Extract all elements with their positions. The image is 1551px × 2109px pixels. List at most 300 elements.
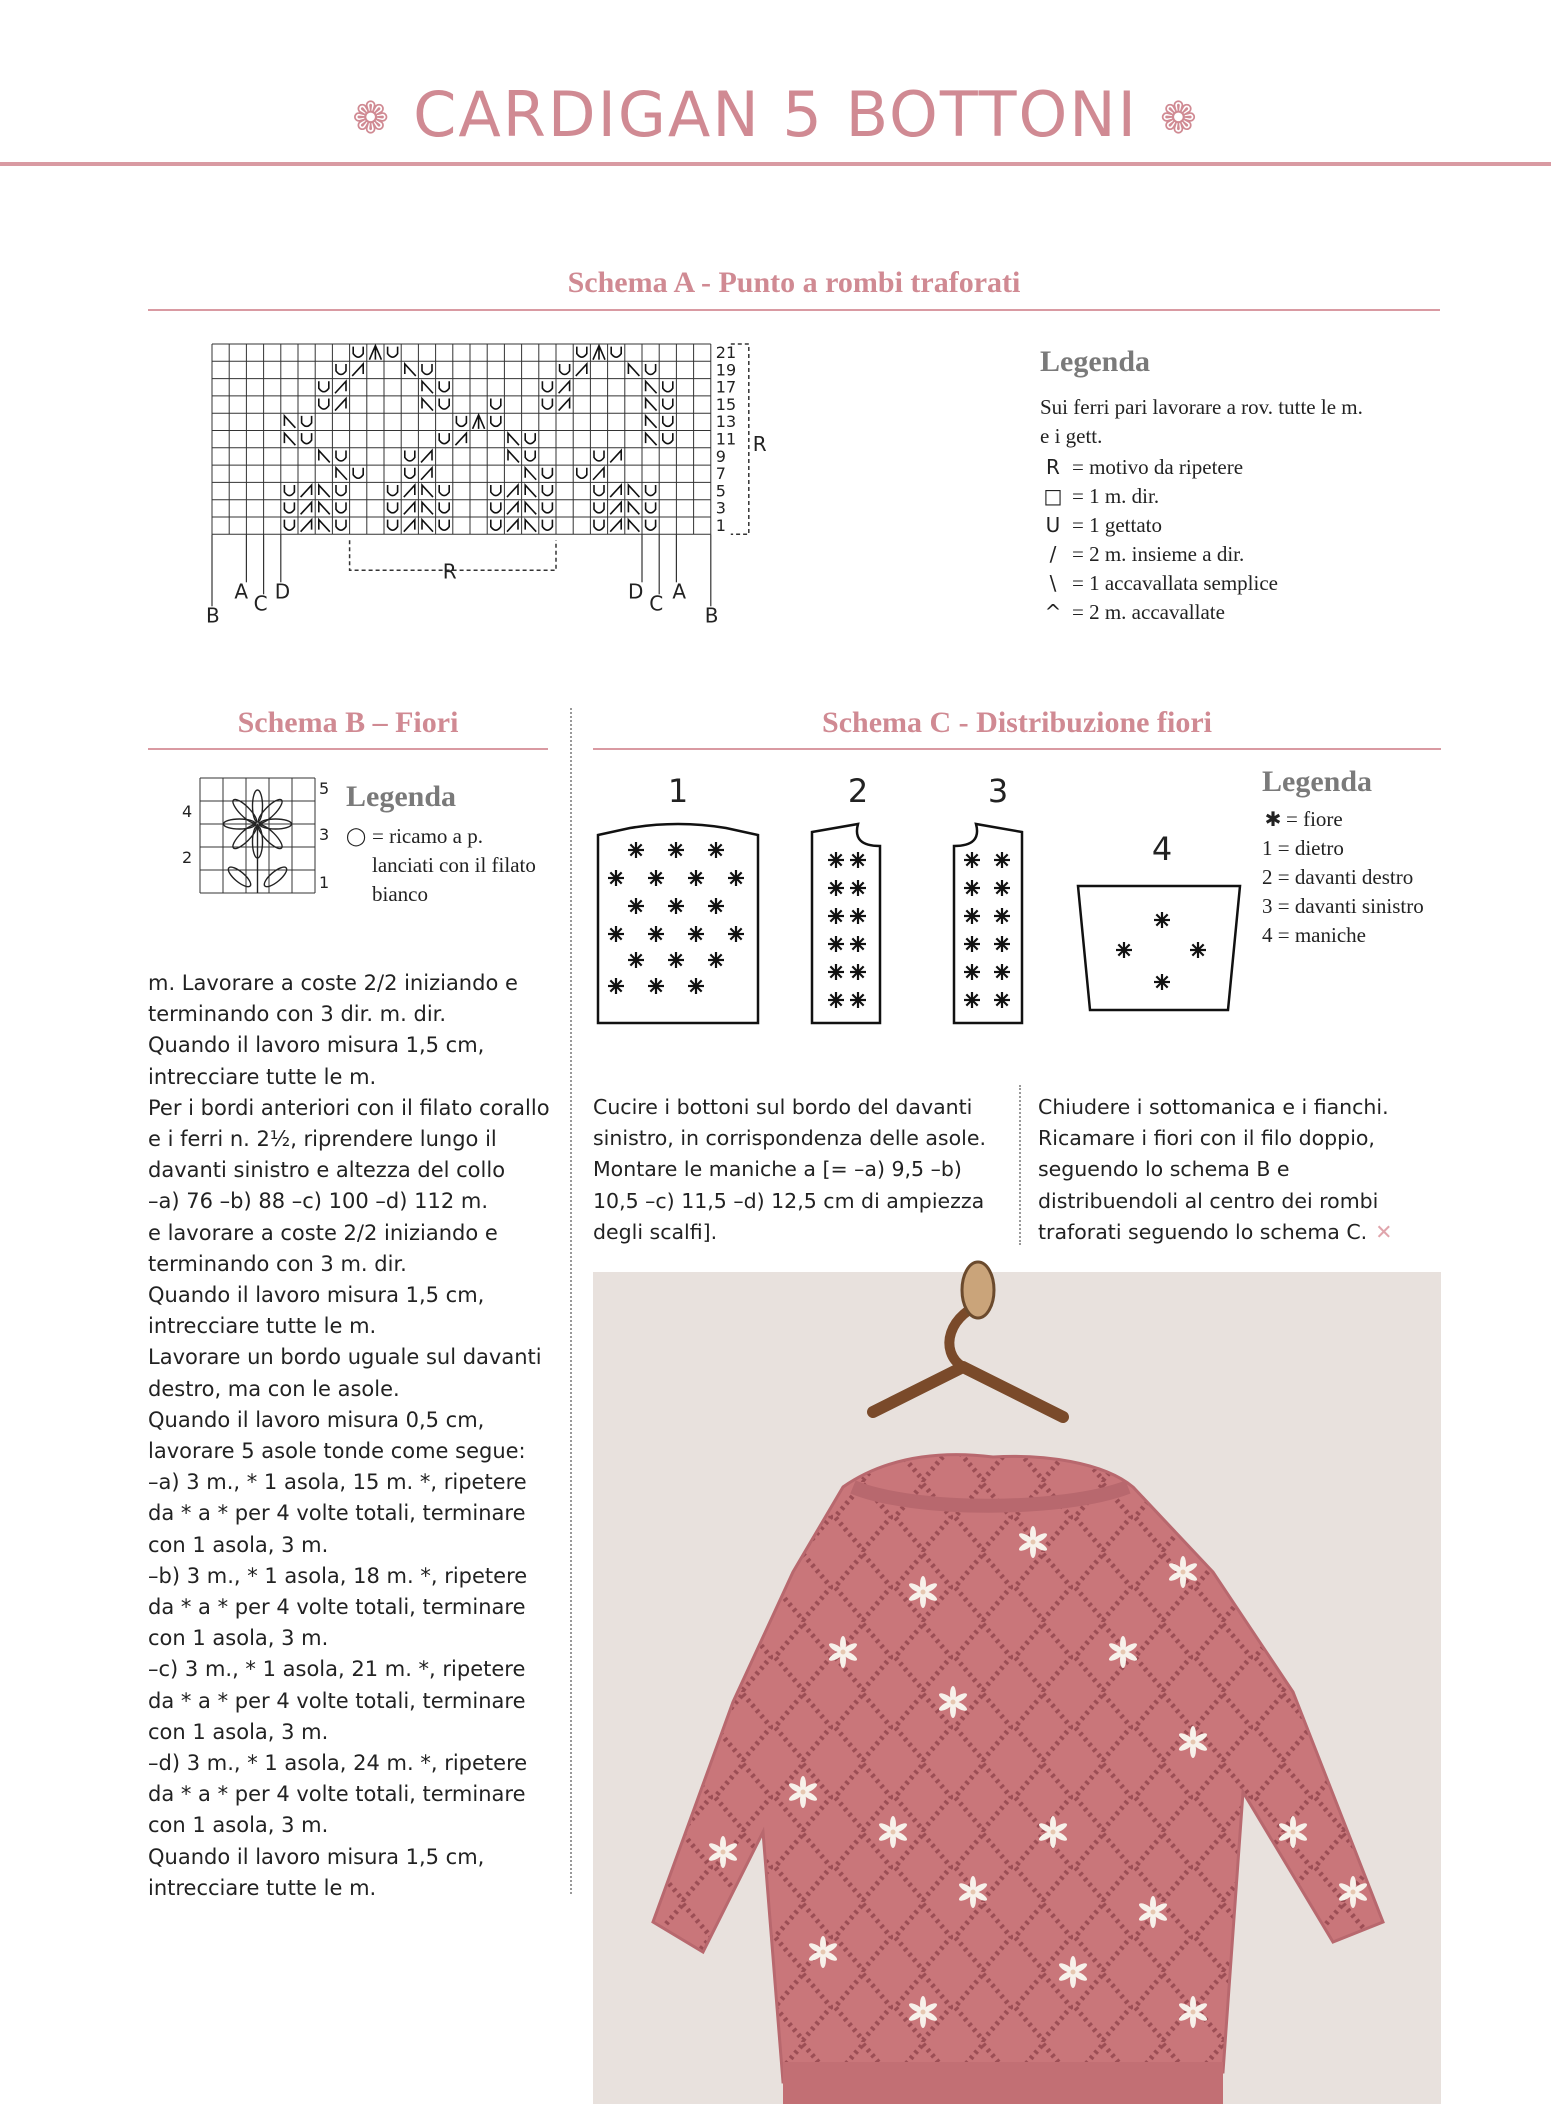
cardigan-photo xyxy=(593,1272,1441,2104)
row-number: 1 xyxy=(319,873,330,892)
k2tog-mark xyxy=(335,381,346,393)
flower-mark xyxy=(608,870,624,886)
cardigan-illustration xyxy=(593,1272,1441,2104)
legend-text: = 2 m. accavallate xyxy=(1072,600,1225,624)
text-line: Chiudere i sottomanica e i fianchi. xyxy=(1038,1095,1389,1119)
text-line: –b) 3 m., * 1 asola, 18 m. *, ripetere xyxy=(148,1563,528,1588)
row-number: 1 xyxy=(715,516,726,535)
yarn-over-mark xyxy=(439,399,449,410)
ssk-mark xyxy=(525,520,536,532)
text-line: da * a * per 4 volte totali, terminare xyxy=(148,1688,526,1713)
k2tog-mark xyxy=(352,364,363,376)
k2tog-mark xyxy=(559,399,570,411)
yarn-over-mark xyxy=(353,347,363,358)
flower-mark xyxy=(994,992,1010,1008)
size-letter: D xyxy=(274,579,291,604)
yarn-over-mark xyxy=(594,502,604,512)
text-line: intrecciare tutte le m. xyxy=(148,1314,377,1339)
text-line: Quando il lavoro misura 1,5 cm, xyxy=(148,1283,485,1308)
yarn-over-mark xyxy=(542,381,552,392)
yarn-over-mark xyxy=(491,485,501,496)
repeat-icon: R xyxy=(1046,455,1060,479)
flower-mark xyxy=(728,870,744,886)
double-dec-mark xyxy=(473,415,485,429)
text-line: Quando il lavoro misura 0,5 cm, xyxy=(148,1407,485,1432)
yarn-over-mark xyxy=(405,468,415,479)
legend-text: = 1 gettato xyxy=(1072,513,1162,537)
legend-heading: Legenda xyxy=(1262,765,1373,798)
size-letter: D xyxy=(628,579,644,604)
double-dec-mark xyxy=(593,346,605,360)
k2tog-mark xyxy=(421,450,432,462)
text-line: terminando con 3 dir. m. dir. xyxy=(148,1002,447,1027)
text-line: intrecciare tutte le m. xyxy=(148,1875,377,1900)
yarn-over-mark xyxy=(611,347,621,358)
legend-intro: Sui ferri pari lavorare a rov. tutte le m. e i gett. xyxy=(1040,395,1363,448)
flower-mark xyxy=(648,870,664,886)
flower-center xyxy=(1121,1650,1126,1655)
flower-mark xyxy=(1190,942,1206,958)
flower-mark xyxy=(668,952,684,968)
text-line: e i ferri n. 2½, riprendere lungo il xyxy=(148,1127,497,1152)
text-divider xyxy=(1019,1085,1021,1245)
repeat-label-bottom: R xyxy=(442,559,457,584)
flower-mark xyxy=(964,992,980,1008)
text-line: Lavorare un bordo uguale sul davanti xyxy=(148,1345,542,1370)
middle-column-text xyxy=(593,1092,1003,1248)
ssk-mark xyxy=(422,520,433,532)
yarn-over-mark xyxy=(439,433,449,444)
yarn-over-mark xyxy=(439,520,449,531)
flower-mark xyxy=(994,908,1010,924)
text-line: Quando il lavoro misura 1,5 cm, xyxy=(148,1844,485,1869)
k2tog-mark xyxy=(559,381,570,393)
yarn-over-mark xyxy=(663,433,673,444)
right-column-text xyxy=(1038,1092,1448,1248)
oval-stitch-icon: ◯ xyxy=(346,826,367,846)
ssk-mark xyxy=(508,450,519,462)
yarn-over-mark xyxy=(353,468,363,479)
flower-mark xyxy=(648,926,664,942)
yarn-over-mark xyxy=(663,381,673,392)
yarn-over-mark xyxy=(646,364,656,375)
text-line: da * a * per 4 volte totali, terminare xyxy=(148,1501,526,1526)
yarn-over-mark xyxy=(336,450,346,461)
yarn-over-mark xyxy=(439,485,449,496)
row-number: 19 xyxy=(715,360,737,380)
legend-item xyxy=(1040,482,1370,511)
row-number: 21 xyxy=(715,343,737,362)
flower-center xyxy=(801,1790,806,1795)
legend-item xyxy=(1040,511,1370,540)
flower-center xyxy=(951,1700,956,1705)
flower-center xyxy=(821,1950,826,1955)
piece-number-1: 1 xyxy=(667,772,689,810)
ssk-mark xyxy=(525,485,536,497)
flower-mark xyxy=(850,992,866,1008)
flower-mark xyxy=(828,992,844,1008)
yarn-over-mark xyxy=(336,485,346,496)
flower-mark xyxy=(994,964,1010,980)
flower-mark xyxy=(964,880,980,896)
ssk-mark xyxy=(628,364,639,376)
flower-mark xyxy=(608,978,624,994)
row-number: 3 xyxy=(319,825,330,844)
text-line: con 1 asola, 3 m. xyxy=(148,1719,329,1744)
text-line: terminando con 3 m. dir. xyxy=(148,1251,407,1276)
text-line: e lavorare a coste 2/2 iniziando e xyxy=(148,1220,498,1245)
size-letter: C xyxy=(649,591,664,616)
flower-center xyxy=(921,2010,926,2015)
flower-mark xyxy=(1116,942,1132,958)
text-line: degli scalfi]. xyxy=(593,1219,718,1244)
flower-center xyxy=(1071,1970,1076,1975)
ssk-mark xyxy=(525,502,536,514)
row-number: 2 xyxy=(182,848,193,867)
legend-text: = ricamo a p. lanciati con il filato bianco xyxy=(372,824,536,906)
text-line: sinistro, in corrispondenza delle asole. xyxy=(593,1126,986,1151)
yarn-over-mark xyxy=(388,485,398,496)
title-rule xyxy=(0,162,1551,166)
k2tog-mark xyxy=(610,450,621,462)
schema-a-title: Schema A - Punto a rombi traforati xyxy=(567,266,1021,299)
k2tog-mark xyxy=(593,468,604,480)
text-line: Montare le maniche a [= –a) 9,5 –b) xyxy=(593,1157,962,1182)
yarn-over-mark xyxy=(456,416,466,427)
flower-mark xyxy=(964,908,980,924)
yarn-over-mark xyxy=(542,399,552,410)
yarn-over-mark xyxy=(319,381,329,392)
k2tog-mark xyxy=(404,485,415,497)
ssk-mark xyxy=(525,468,536,480)
repeat-label-side: R xyxy=(752,432,767,457)
k2tog-mark xyxy=(301,520,312,532)
double-dec-icon: ^ xyxy=(1044,600,1062,624)
text-line: da * a * per 4 volte totali, terminare xyxy=(148,1782,526,1807)
schema-b-legend xyxy=(346,780,546,909)
flower-mark xyxy=(1154,912,1170,928)
row-number: 5 xyxy=(715,481,726,501)
schema-b-rule xyxy=(148,748,548,750)
flower-center xyxy=(891,1830,896,1835)
k2tog-mark xyxy=(404,502,415,514)
yarn-over-mark xyxy=(284,520,294,531)
yarn-over-mark xyxy=(388,520,398,531)
row-number: 5 xyxy=(319,779,330,798)
flower-center xyxy=(971,1890,976,1895)
ssk-mark xyxy=(422,502,433,514)
yarn-over-mark xyxy=(422,364,432,375)
text-line: intrecciare tutte le m. xyxy=(148,1064,377,1089)
piece-sleeve-outline xyxy=(1078,886,1240,1010)
row-number: 11 xyxy=(715,429,737,449)
leaf-mark xyxy=(226,864,254,890)
ssk-mark xyxy=(646,381,657,393)
schema-c-legend xyxy=(1262,765,1472,950)
flower-mark xyxy=(628,952,644,968)
legend-text: 1 = dietro xyxy=(1262,836,1344,860)
yarn-over-mark xyxy=(542,485,552,496)
flower-center xyxy=(1191,1740,1196,1745)
title-text: CARDIGAN 5 BOTTONI xyxy=(413,78,1138,151)
schema-b-title: Schema B – Fiori xyxy=(237,706,459,739)
yarn-over-mark xyxy=(646,485,656,496)
text-line: da * a * per 4 volte totali, terminare xyxy=(148,1595,526,1620)
flower-mark xyxy=(688,978,704,994)
flower-mark xyxy=(850,852,866,868)
piece-right-front-outline xyxy=(812,824,880,1023)
legend-item xyxy=(1040,453,1370,482)
flower-center xyxy=(841,1650,846,1655)
ssk-mark xyxy=(628,502,639,514)
flower-mark xyxy=(1154,974,1170,990)
ssk-mark xyxy=(336,468,347,480)
flower-mark xyxy=(828,964,844,980)
flower-center xyxy=(1351,1890,1356,1895)
flower-mark xyxy=(994,852,1010,868)
flower-mark xyxy=(994,880,1010,896)
k2tog-mark xyxy=(507,502,518,514)
yarn-over-mark xyxy=(646,520,656,531)
flower-mark xyxy=(608,926,624,942)
yarn-over-mark xyxy=(663,399,673,410)
text-line: –c) 3 m., * 1 asola, 21 m. *, ripetere xyxy=(148,1657,526,1682)
ssk-mark xyxy=(628,520,639,532)
flower-mark xyxy=(668,898,684,914)
text-line: –d) 3 m., * 1 asola, 24 m. *, ripetere xyxy=(148,1751,528,1776)
ssk-mark xyxy=(422,381,433,393)
yarn-over-mark xyxy=(577,468,587,479)
ssk-mark xyxy=(284,416,295,428)
ssk-mark xyxy=(628,485,639,497)
schema-c-title: Schema C - Distribuzione fiori xyxy=(822,706,1212,739)
flower-mark xyxy=(994,936,1010,952)
flower-ornament-icon: ❁ xyxy=(352,93,392,145)
ssk-mark xyxy=(422,399,433,411)
row-number: 7 xyxy=(715,464,726,484)
ssk-mark xyxy=(646,416,657,428)
text-line: m. Lavorare a coste 2/2 iniziando e xyxy=(148,971,518,995)
k2tog-mark xyxy=(335,399,346,411)
schema-c-chart xyxy=(590,760,1250,1040)
text-line: traforati seguendo lo schema C. ✕ xyxy=(1038,1219,1393,1244)
text-line: Per i bordi anteriori con il filato corallo xyxy=(148,1095,550,1120)
text-line: con 1 asola, 3 m. xyxy=(148,1532,329,1557)
yarn-over-mark xyxy=(491,502,501,512)
legend-text: 3 = davanti sinistro xyxy=(1262,894,1424,918)
ssk-mark xyxy=(319,450,330,462)
yarn-over-mark xyxy=(336,364,346,375)
flower-center xyxy=(1031,1540,1036,1545)
legend-text: 4 = maniche xyxy=(1262,923,1366,947)
flower-center xyxy=(1291,1830,1296,1835)
petal-mark xyxy=(253,790,263,822)
k2tog-mark xyxy=(301,502,312,514)
yarn-over-mark xyxy=(491,416,501,427)
flower-mark xyxy=(668,842,684,858)
text-line: Quando il lavoro misura 1,5 cm, xyxy=(148,1033,485,1058)
piece-number-3: 3 xyxy=(987,772,1009,810)
flower-center xyxy=(1151,1910,1156,1915)
flower-mark xyxy=(964,852,980,868)
legend-text: = 1 accavallata semplice xyxy=(1072,571,1278,595)
k2tog-mark xyxy=(610,520,621,532)
yarn-over-mark xyxy=(542,468,552,479)
ssk-icon: \ xyxy=(1049,571,1057,595)
schema-b-chart xyxy=(178,770,330,910)
row-number: 9 xyxy=(715,446,726,466)
size-letter: B xyxy=(704,603,719,628)
flower-mark xyxy=(728,926,744,942)
flower-mark xyxy=(828,852,844,868)
flower-center xyxy=(1181,1570,1186,1575)
ssk-mark xyxy=(405,364,416,376)
flower-center xyxy=(1051,1830,1056,1835)
yarn-over-mark xyxy=(542,502,552,512)
knit-stitch-icon: □ xyxy=(1043,484,1063,508)
legend-item xyxy=(1262,863,1472,892)
row-number: 17 xyxy=(715,377,737,397)
legend-item xyxy=(1262,921,1472,950)
text-line: –a) 3 m., * 1 asola, 15 m. *, ripetere xyxy=(148,1470,527,1495)
text-line: destro, ma con le asole. xyxy=(148,1376,400,1401)
legend-items xyxy=(1040,453,1370,627)
schema-a-rule xyxy=(148,309,1440,311)
yarn-over-mark xyxy=(542,520,552,531)
ssk-mark xyxy=(319,485,330,497)
legend-item xyxy=(1040,540,1370,569)
piece-left-front-outline xyxy=(954,824,1022,1023)
yarn-over-mark xyxy=(594,520,604,531)
yarn-over-mark xyxy=(388,502,398,512)
k2tog-mark xyxy=(610,502,621,514)
yarn-over-mark xyxy=(388,347,398,358)
legend-text: = motivo da ripetere xyxy=(1072,455,1244,479)
k2tog-mark xyxy=(507,520,518,532)
yarn-over-icon: U xyxy=(1045,513,1061,537)
legend-heading: Legenda xyxy=(346,780,457,813)
legend-item xyxy=(1040,569,1370,598)
legend-text: = 2 m. insieme a dir. xyxy=(1072,542,1245,566)
yarn-over-mark xyxy=(525,450,535,461)
yarn-over-mark xyxy=(302,416,312,427)
flower-mark xyxy=(964,964,980,980)
flower-mark xyxy=(828,908,844,924)
schema-a-chart xyxy=(180,330,960,690)
flower-mark xyxy=(708,842,724,858)
text-line: con 1 asola, 3 m. xyxy=(148,1626,329,1651)
yarn-over-mark xyxy=(491,520,501,531)
yarn-over-mark xyxy=(439,381,449,392)
k2tog-mark xyxy=(421,468,432,480)
flower-center xyxy=(721,1850,726,1855)
yarn-over-mark xyxy=(646,502,656,512)
flower-mark xyxy=(850,880,866,896)
schema-c-rule xyxy=(593,748,1441,750)
size-letter: B xyxy=(206,603,220,628)
flower-mark xyxy=(628,898,644,914)
text-line: –a) 76 –b) 88 –c) 100 –d) 112 m. xyxy=(148,1189,488,1214)
k2tog-mark xyxy=(576,364,587,376)
flower-mark xyxy=(708,898,724,914)
piece-number-4: 4 xyxy=(1151,830,1173,868)
yarn-over-mark xyxy=(560,364,570,375)
flower-mark xyxy=(628,842,644,858)
row-number: 13 xyxy=(715,412,737,432)
double-dec-mark xyxy=(369,346,381,360)
yarn-over-mark xyxy=(594,450,604,461)
yarn-over-mark xyxy=(302,433,312,444)
ssk-mark xyxy=(284,433,295,445)
legend-text: = 1 m. dir. xyxy=(1072,484,1160,508)
legend-item xyxy=(1262,892,1472,921)
yarn-over-mark xyxy=(594,485,604,496)
ssk-mark xyxy=(422,485,433,497)
page-title xyxy=(0,78,1551,151)
k2tog-mark xyxy=(301,485,312,497)
ssk-mark xyxy=(508,433,519,445)
size-letter: A xyxy=(672,579,687,604)
left-column-text xyxy=(148,968,558,1904)
text-line: distribuendoli al centro dei rombi xyxy=(1038,1188,1379,1213)
text-line: davanti sinistro e altezza del collo xyxy=(148,1158,506,1183)
ssk-mark xyxy=(319,502,330,514)
k2tog-mark xyxy=(610,485,621,497)
ssk-mark xyxy=(319,520,330,532)
ssk-mark xyxy=(646,399,657,411)
flower-mark xyxy=(850,936,866,952)
flower-mark xyxy=(828,880,844,896)
piece-back-outline xyxy=(598,824,758,1023)
k2tog-icon: / xyxy=(1049,542,1057,566)
yarn-over-mark xyxy=(577,347,587,358)
yarn-over-mark xyxy=(284,502,294,512)
yarn-over-mark xyxy=(491,399,501,410)
yarn-over-mark xyxy=(439,502,449,512)
text-line: 10,5 –c) 11,5 –d) 12,5 cm di ampiezza xyxy=(593,1188,985,1213)
leaf-mark xyxy=(262,864,290,890)
flower-mark xyxy=(688,926,704,942)
schema-a-legend xyxy=(1040,345,1370,627)
flower-center xyxy=(1191,2010,1196,2015)
text-line: Ricamare i fiori con il filo doppio, xyxy=(1038,1126,1375,1151)
yarn-over-mark xyxy=(525,433,535,444)
yarn-over-mark xyxy=(319,399,329,410)
flower-mark xyxy=(850,908,866,924)
row-number: 15 xyxy=(715,394,737,414)
ssk-mark xyxy=(646,433,657,445)
flower-center xyxy=(921,1590,926,1595)
flower-icon: ✱ xyxy=(1264,807,1282,831)
piece-number-2: 2 xyxy=(847,772,869,810)
yarn-over-mark xyxy=(405,450,415,461)
legend-text: 2 = davanti destro xyxy=(1262,865,1414,889)
flower-mark xyxy=(828,936,844,952)
row-number: 4 xyxy=(182,802,193,821)
end-mark-icon: ✕ xyxy=(1375,1219,1393,1244)
row-number: 3 xyxy=(715,498,726,518)
text-line: lavorare 5 asole tonde come segue: xyxy=(148,1439,526,1464)
flower-mark xyxy=(964,936,980,952)
text-line: Cucire i bottoni sul bordo del davanti xyxy=(593,1095,973,1119)
legend-item xyxy=(1040,598,1370,627)
column-divider xyxy=(570,708,572,1894)
text-line: con 1 asola, 3 m. xyxy=(148,1813,329,1838)
flower-mark xyxy=(708,952,724,968)
size-letter: C xyxy=(253,591,268,616)
legend-heading: Legenda xyxy=(1040,345,1151,378)
yarn-over-mark xyxy=(284,485,294,496)
